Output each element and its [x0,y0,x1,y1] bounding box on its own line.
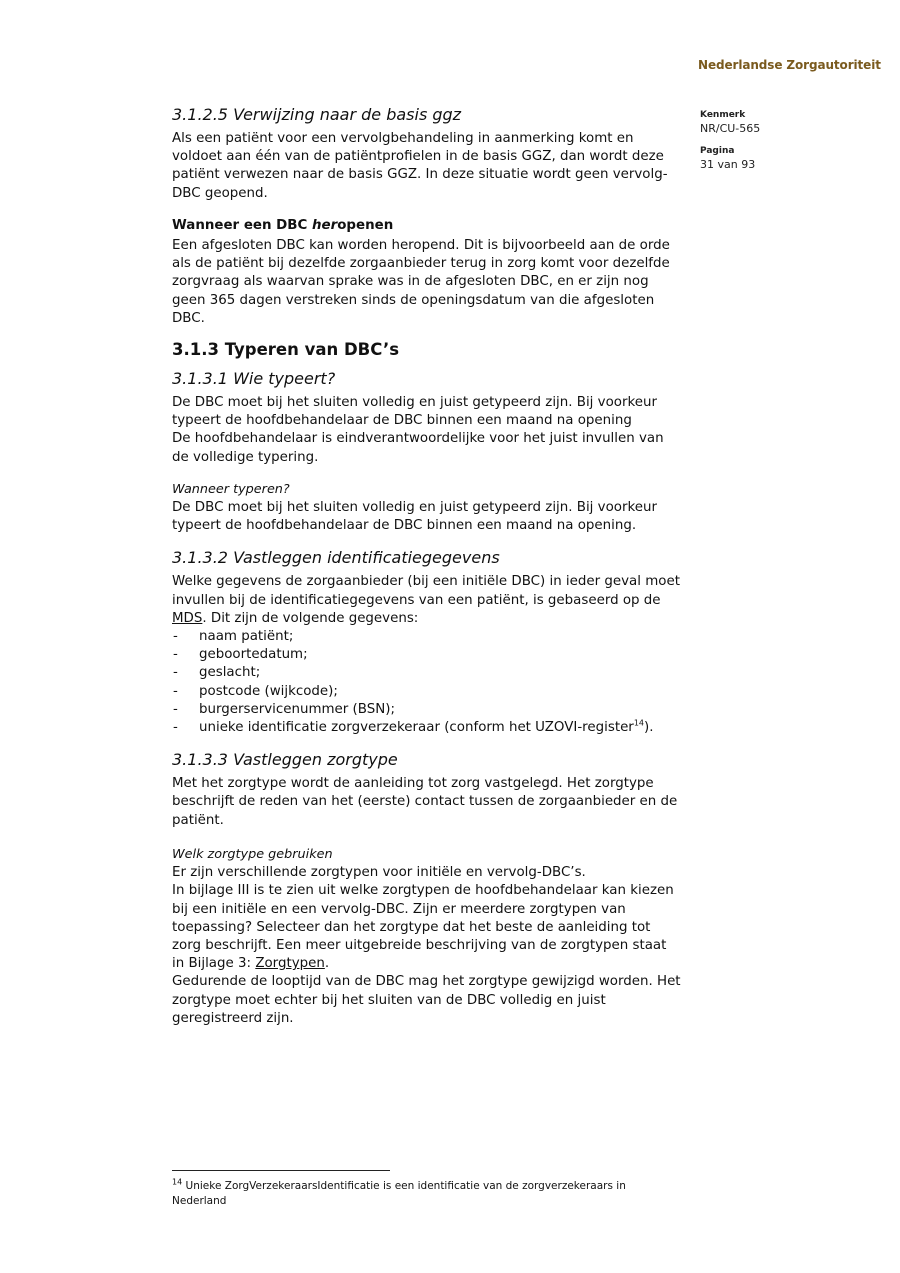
paragraph-wie-typeert-2: De hoofdbehandelaar is eindverantwoordelijke voor het juist invullen van de volledige typering. [172,431,664,465]
heading-heropenen [172,217,682,235]
list-item: - naam patiënt; [172,628,682,646]
text: ). [644,720,654,736]
paragraph-welk-3: Gedurende de looptijd van de DBC mag het zorgtype gewijzigd worden. Het zorgtype moet echter bij het sluiten van de DBC volledig en juist geregistreerd zijn. [172,974,681,1026]
paragraph-wie-typeert-1: De DBC moet bij het sluiten volledig en juist getypeerd zijn. Bij voorkeur typeert de hoofdbehandelaar de DBC binnen een maand na opening [172,395,657,429]
text: . [324,956,330,972]
section-heading-3132: 3.1.3.2 Vastleggen identificatiegegevens [172,548,500,568]
heading-text: openen [337,217,394,233]
pagina-block [700,144,755,172]
footnote-number: 14 [172,1177,183,1187]
text: In bijlage III is te zien uit welke zorgtypen de hoofdbehandelaar kan kiezen bij een initiële en een vervolg-DBC. Zijn er meerdere zorgtypen van toepassing? Selecteer dan het zorgtype dat het beste de aanleiding tot zorg beschrijft. Een meer uitgebreide beschrijving van de zorgtypen staat in Bijlage 3: [172,883,674,972]
kenmerk-block [700,108,760,136]
paragraph-wanneer-typeren: De DBC moet bij het sluiten volledig en juist getypeerd zijn. Bij voorkeur typeert de hoofdbehandelaar de DBC binnen een maand na opening. [172,500,657,534]
paragraph-zorgtype: Met het zorgtype wordt de aanleiding tot zorg vastgelegd. Het zorgtype beschrijft de reden van het (eerste) contact tussen de zorgaanbieder en de patiënt. [172,776,678,828]
mds-link[interactable]: MDS [172,610,203,626]
paragraph-welk-1: Er zijn verschillende zorgtypen voor initiële en vervolg-DBC’s. [172,865,586,881]
text: . Dit zijn de volgende gegevens: [202,610,419,626]
footnote-divider [172,1170,390,1171]
list-item: - burgerservicenummer (BSN); [172,701,682,719]
organization-logo-text: Nederlandse Zorgautoriteit [698,58,881,72]
paragraph-verwijzing: Als een patiënt voor een vervolgbehandeling in aanmerking komt en voldoet aan één van de patiëntprofielen in de basis GGZ, dan wordt deze patiënt verwezen naar de basis GGZ. In deze situatie wordt geen vervolg-DBC geopend. [172,131,668,201]
list-item [172,719,682,737]
heading-emphasis: her [312,217,338,233]
paragraph-heropenen: Een afgesloten DBC kan worden heropend. Dit is bijvoorbeeld aan de orde als de patiënt bij dezelfde zorgaanbieder terug in zorg komt voor dezelfde zorgvraag als waarvan sprake was in de afgesloten DBC, en er zijn nog geen 365 dagen verstreken sinds de openingsdatum van die afgesloten DBC. [172,238,670,326]
pagina-label: Pagina [700,146,735,156]
heading-text: Wanneer een DBC [172,217,312,233]
text: Welke gegevens de zorgaanbieder (bij een initiële DBC) in ieder geval moet invullen bij de identificatiegegevens van een patiënt, is gebaseerd op de [172,574,680,608]
kenmerk-value: NR/CU-565 [700,122,761,135]
zorgtypen-link[interactable]: Zorgtypen [255,956,325,972]
section-heading-3125: 3.1.2.5 Verwijzing naar de basis ggz [172,105,462,124]
list-item: - geslacht; [172,664,682,682]
paragraph-identificatie [172,573,682,628]
list-item: - geboortedatum; [172,646,682,664]
document-body [172,104,682,1028]
footnote-text: Unieke ZorgVerzekeraarsIdentificatie is een identificatie van de zorgverzekeraars in Nederland [172,1180,626,1207]
paragraph-welk-2 [172,882,682,973]
subheading-wanneer-typeren: Wanneer typeren? [172,481,290,497]
section-heading-3133: 3.1.3.3 Vastleggen zorgtype [172,750,398,770]
pagina-value: 31 van 93 [700,158,756,171]
section-heading-3131: 3.1.3.1 Wie typeert? [172,369,336,389]
kenmerk-label: Kenmerk [700,110,746,120]
section-heading-313: 3.1.3 Typeren van DBC’s [172,340,400,360]
identificatie-list [172,628,682,737]
text: unieke identificatie zorgverzekeraar (conform het UZOVI-register [199,720,634,736]
footnote [172,1179,672,1209]
list-item: - postcode (wijkcode); [172,683,682,701]
subheading-welk-zorgtype: Welk zorgtype gebruiken [172,846,333,862]
footnote-reference[interactable]: 14 [633,718,644,728]
